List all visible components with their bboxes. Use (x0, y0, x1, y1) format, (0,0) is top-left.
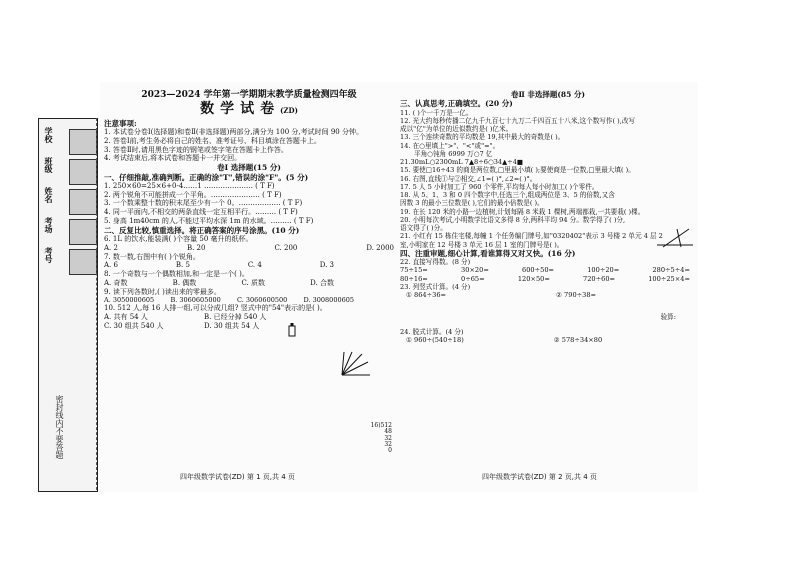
option: D. 3 (319, 261, 334, 270)
mixed-calc-item: ① 960÷(540÷18) (406, 335, 464, 344)
option: B. 已经分掉 540 人 (204, 313, 267, 322)
sidebar-field (39, 157, 97, 185)
option: B. 20 (186, 243, 206, 252)
oral-row (400, 266, 690, 274)
q10-options (104, 313, 304, 331)
sidebar-field (39, 187, 97, 215)
oral-item: 100÷25×4= (648, 274, 690, 283)
q23-items (400, 291, 696, 299)
vertical-calc-item: ① 864÷36= (406, 291, 447, 300)
seal-dashed-line (96, 118, 97, 490)
subject-name: 数学试卷 (200, 101, 281, 118)
fill-item: 19. 在长 120 米的小路一边植树,计划每隔 8 米栽 1 棵树,两端都栽,一共要栽( )棵。 (400, 207, 645, 216)
section2-heading: 二、反复比较,慎重选择。将正确答案的序号涂黑。(10 分) (104, 225, 300, 235)
notice-heading: 注意事项: (104, 118, 137, 128)
mixed-calc-item: ② 578÷34×80 (553, 335, 603, 344)
question-24: 24. 脱式计算。(4 分) (400, 327, 464, 336)
fill-item: 13. 三个连续奇数的平均数是 19,其中最大的奇数是( )。 (400, 133, 565, 142)
sidebar-field (39, 247, 97, 275)
notice-item: 1. 本试卷分卷Ⅰ(选择题)和卷Ⅱ(非选择题)两部分,满分为 100 分,考试时间 90 分钟。 (104, 128, 363, 137)
notice-item: 4. 考试结束后,将本试卷和答题卡一并交回。 (104, 154, 242, 163)
section4-heading: 四、注重审题,细心计算,看谁算得又对又快。(16 分) (400, 248, 576, 258)
sidebar-field-box (69, 189, 97, 215)
oral-item: 100÷20= (587, 266, 620, 275)
division-line: 48 (384, 428, 392, 436)
fill-item: 20. 小明每次考试,小明数学比语文多得 8 分,两科平均 94 分。数学得了( )分, (400, 215, 626, 224)
option: C. 30 组共 540 人 (104, 321, 164, 330)
notice-item: 3. 答卷Ⅱ时,请用黑色字迹的钢笔或签字笔在答题卡上作答。 (104, 145, 288, 154)
option: A. 共有 54 人 (104, 313, 148, 322)
seal-line-note: 密封线内不要答题 (55, 395, 64, 459)
judge-item: 5. 身高 1m40cm 的人,不能过平均水深 1m 的水域。……… ( T F) (104, 216, 314, 225)
option: A. 6 (104, 261, 118, 270)
oral-item: 80÷16= (400, 274, 428, 283)
sidebar-field-box (69, 219, 97, 245)
right-column (400, 90, 696, 344)
check-label: 验算: (660, 313, 676, 322)
option: A. 2 (104, 243, 118, 252)
oral-row (400, 275, 690, 283)
question-6: 6. 1L 的饮水,能装满( )个容量 50 毫升的纸杯。 (104, 235, 253, 243)
page2-footer: 四年级数学试卷(ZD) 第 2 页,共 4 页 (482, 473, 597, 481)
question-23: 23. 列竖式计算。(4 分) (400, 282, 471, 291)
page1-footer: 四年级数学试卷(ZD) 第 1 页,共 4 页 (180, 473, 295, 481)
fill-item: 平角○钝角 6999 万○7 亿 (414, 149, 493, 158)
q24-items (400, 336, 696, 344)
judge-item: 1. 250×60=25×6+0-4……1 ………………… ( T F) (104, 181, 275, 190)
option: B. 偶数 (172, 278, 197, 287)
sidebar-field (39, 127, 97, 155)
division-line: 32 (384, 434, 392, 442)
fill-item: 12. 光大约每秒传播二亿九千九百七十九万二千四百五十八米,这个数写作( ),改写 (400, 116, 636, 125)
fill-item: 17. 5 人 5 小时加工了 960 个零件,平均每人每小时加工( )个零件。 (400, 182, 599, 191)
fill-item: 因数 3 的最小三位数是( ),它们的最小倍数是( )。 (400, 199, 544, 208)
fill-item: 11. ( )个一千万是一亿。 (400, 108, 473, 117)
question-8: 8. 一个奇数与一个偶数相加,和一定是一个( )。 (104, 270, 249, 278)
fill-item: 成以"亿"为单位的近似数约是( )亿米。 (400, 125, 513, 134)
fill-item: 室,小明家在 12 号楼 3 单元 16 层 1 室的门牌号是( )。 (400, 240, 564, 249)
division-line: 32 (384, 440, 392, 448)
division-line: 16)512 (370, 422, 392, 429)
part2-heading: 卷Ⅱ 非选择题(85 分) (510, 90, 586, 99)
sidebar-field-box (69, 249, 97, 275)
judge-item: 4. 同一平面内,不相交的两条直线一定互相平行。……… ( T F) (104, 208, 298, 217)
oral-item: 30×20= (461, 266, 489, 275)
oral-item: 280÷5÷4= (652, 266, 690, 275)
option: A. 奇数 (104, 278, 128, 287)
long-division (370, 423, 392, 454)
fill-item: 21.30mL○2300mL 7▲8÷6○34▲÷4■ (400, 158, 524, 167)
fill-item: 15. 要使□16÷43 的商是两位数,□里最小填( );要使商是一位数,□里最大填( )。 (400, 166, 635, 175)
section1-heading: 一、仔细推敲,准确判断。正确的涂"T",错误的涂"F"。(5 分) (104, 172, 309, 182)
bottle-icon (288, 323, 296, 337)
judge-item: 3. 一个数乘整十数的积末尾至少有一个 0。……………… ( T F) (104, 199, 303, 208)
sidebar-field-label: 考场 (44, 217, 53, 233)
sidebar-field-box (69, 159, 97, 185)
fill-item: 语文得了( )分。 (400, 224, 447, 233)
left-column (104, 90, 394, 331)
fill-item: 14. 在○里填上">"、"<"或"="。 (400, 141, 500, 150)
q8-options (104, 279, 334, 288)
angle-rays-figure (338, 350, 372, 378)
notice-list (104, 128, 394, 163)
question-9: 9. 读下列各数时,( )读出来的零最多。 (104, 287, 221, 296)
oral-item: 600÷50= (522, 266, 555, 275)
option: D. 2000 (366, 243, 394, 252)
option: A. 3050000605 (104, 296, 155, 305)
sidebar-field-label: 班级 (44, 157, 53, 173)
intersecting-lines-figure (655, 227, 695, 249)
oral-item: 0÷65= (461, 274, 485, 283)
sidebar-field (39, 217, 97, 245)
option: B. 3060605000 (170, 296, 221, 305)
option: D. 合数 (310, 278, 334, 287)
option: B. 5 (175, 261, 190, 270)
vertical-calc-item: ② 790÷38= (556, 291, 597, 300)
division-line: 0 (388, 447, 392, 455)
oral-item: 120×50= (517, 274, 550, 283)
option: C. 4 (247, 261, 262, 270)
sidebar-field-label: 姓名 (44, 187, 53, 203)
sidebar-field-label: 学校 (44, 127, 53, 143)
question-7: 7. 数一数,右图中有( )个锐角。 (104, 252, 200, 261)
subject-code: (ZD) (280, 106, 298, 116)
question-10: 10. 512 人,每 16 人排一组,可以分成几组? 竖式中的"54"表示的是( )。 (104, 304, 327, 313)
exam-title: 2023—2024 学年第一学期期末教学质量检测四年级 (141, 90, 357, 100)
option: C. 质数 (241, 278, 265, 287)
fill-item: 21. 小红有 15 栋住宅楼,每幢 1 个任务编门牌号,如"0320402"表示 3 号楼 2 单元 4 层 2 (400, 232, 663, 241)
fill-item: 16. 右图,直线①与②相交,∠1=( )°,∠2=( )°。 (400, 174, 537, 183)
sidebar-field-label: 考号 (44, 247, 53, 263)
option: C. 3060600500 (237, 296, 288, 305)
question-22: 22. 直接写得数。(8 分) (400, 258, 471, 267)
sidebar-field-box (69, 129, 97, 155)
notice-item: 2. 答卷Ⅰ前,考生务必将自己的姓名、准考证号、科目填涂在答题卡上。 (104, 136, 321, 145)
option: D. 30 组共 54 人 (204, 321, 260, 330)
q7-options (104, 261, 334, 270)
section3-heading: 三、认真思考,正确填空。(20 分) (400, 99, 513, 109)
judge-item: 2. 两个锐角不可能拼成一个平角。………………… ( T F) (104, 190, 282, 199)
q6-options (104, 244, 394, 253)
oral-item: 720÷60= (583, 274, 616, 283)
option: C. 200 (274, 243, 298, 252)
option: D. 3008000605 (303, 296, 354, 305)
oral-item: 75÷15= (400, 266, 428, 275)
student-info-sidebar (38, 118, 98, 492)
subject-title (104, 101, 394, 119)
fill-item: 18. 从 5、1、3 和 0 四个数字中,任选三个,组成两位是 3、5 的倍数,又含 (400, 191, 615, 200)
part1-heading: 卷Ⅰ 选择题(15 分) (217, 163, 281, 173)
